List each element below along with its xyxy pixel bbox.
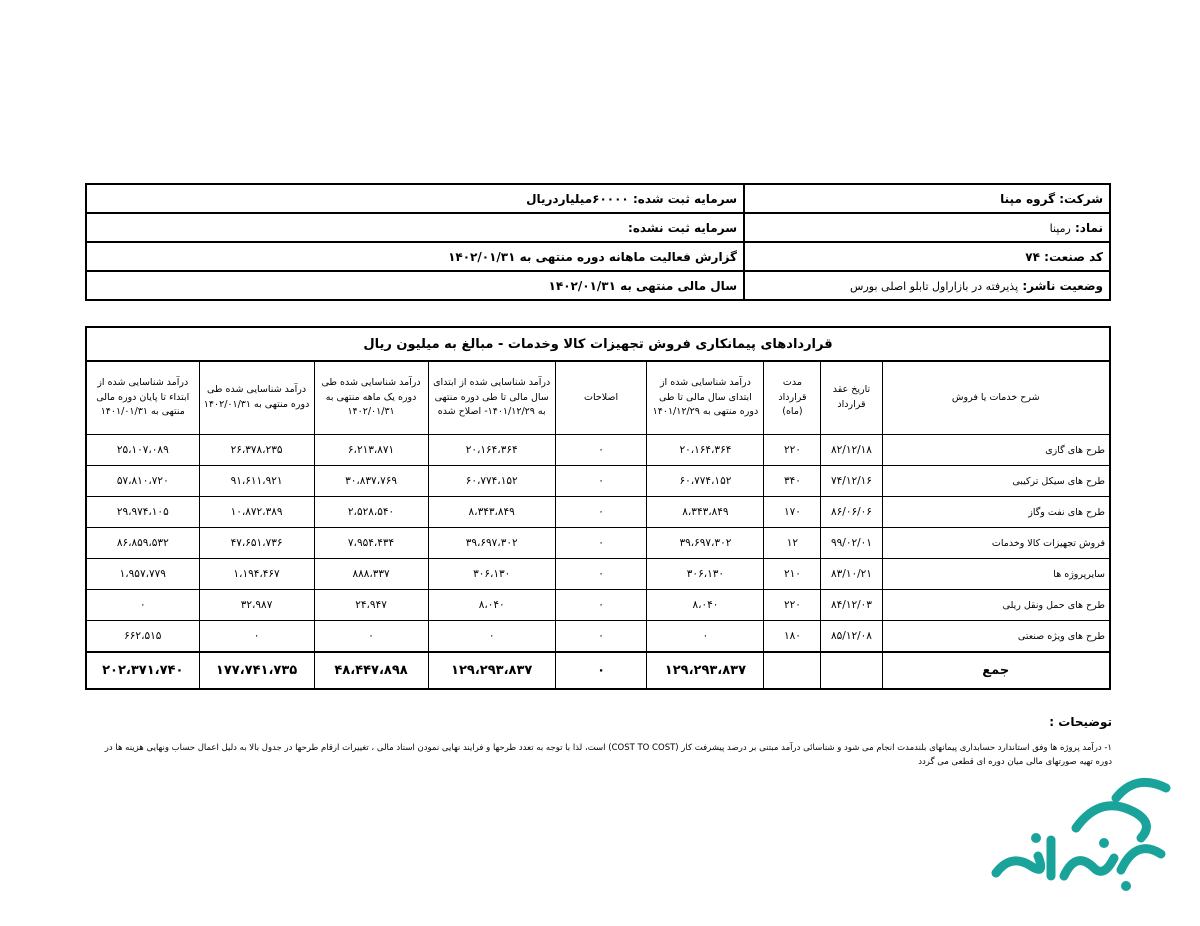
table-cell: ۲۵،۱۰۷،۰۸۹: [86, 435, 199, 466]
table-cell: ۸،۳۴۳،۸۴۹: [647, 497, 764, 528]
table-cell: ۲۲۰: [764, 590, 821, 621]
notes-title: توضیحات :: [1049, 715, 1112, 729]
industry-code-value: ۷۴: [1025, 249, 1040, 264]
table-cell: ۸۶/۰۶/۰۶: [821, 497, 882, 528]
table-cell: ۱۲: [764, 528, 821, 559]
table-cell: ۶۰،۷۷۴،۱۵۲: [428, 466, 555, 497]
notes-text: ۱- درآمد پروژه ها وفق استاندارد حسابداری پیمانهای بلندمدت انجام می شود و شناسائی درآمد مبتنی بر درصد پیشرفت کار (COST TO COST) است، لذا با توجه به تعدد طرحها و فرایند نهایی نمودن اسناد مالی ، تغییرات ارقام طرحها در جدول بالا به دلیل اعمال حساب ونهایی هزینه ها در دوره تهیه صورتهای مالی میان دوره ای قطعی می گردد: [104, 743, 1112, 767]
table-cell: ۰: [199, 621, 314, 653]
table-cell: ۲۰،۱۶۴،۳۶۴: [647, 435, 764, 466]
table-cell: ۲۰،۱۶۴،۳۶۴: [428, 435, 555, 466]
issuer-status-cell: [744, 271, 1110, 300]
table-cell: طرح های نفت وگاز: [882, 497, 1110, 528]
column-header: مدت قرارداد (ماه): [764, 361, 821, 435]
total-cell: ۱۲۹،۲۹۳،۸۳۷: [647, 652, 764, 689]
total-cell: ۴۸،۴۴۷،۸۹۸: [314, 652, 428, 689]
table-cell: ۹۹/۰۲/۰۱: [821, 528, 882, 559]
table-cell: ۵۷،۸۱۰،۷۲۰: [86, 466, 199, 497]
table-cell: ۱۸۰: [764, 621, 821, 653]
table-cell: ۰: [647, 621, 764, 653]
table-cell: ۲۶،۳۷۸،۲۳۵: [199, 435, 314, 466]
symbol-cell: [744, 213, 1110, 242]
table-cell: ۸،۳۴۳،۸۴۹: [428, 497, 555, 528]
table-cell: ۳۴۰: [764, 466, 821, 497]
company-info-table: [85, 183, 1111, 301]
table-cell: ۸۳/۱۰/۲۱: [821, 559, 882, 590]
table-cell: ۰: [555, 559, 647, 590]
table-cell: ۸۴/۱۲/۰۳: [821, 590, 882, 621]
symbol-value: رمپنا: [1049, 221, 1071, 235]
column-header: اصلاحات: [555, 361, 647, 435]
table-cell: ۰: [555, 590, 647, 621]
table-caption: قراردادهای پیمانکاری فروش تجهیزات کالا وخدمات - مبالغ به میلیون ریال: [86, 327, 1110, 361]
table-cell: ۰: [555, 435, 647, 466]
table-cell: ۱،۱۹۴،۴۶۷: [199, 559, 314, 590]
table-cell: ۰: [555, 497, 647, 528]
total-cell: ۲۰۲،۳۷۱،۷۴۰: [86, 652, 199, 689]
total-cell: ۱۲۹،۲۹۳،۸۳۷: [428, 652, 555, 689]
table-cell: ۸۲/۱۲/۱۸: [821, 435, 882, 466]
column-header: درآمد شناسایی شده طی دوره منتهی به ۱۴۰۲/۰۱/۳۱: [199, 361, 314, 435]
table-cell: ۷۴/۱۲/۱۶: [821, 466, 882, 497]
table-row: [86, 466, 1110, 497]
table-cell: ۰: [428, 621, 555, 653]
company-label: شرکت:: [1059, 191, 1103, 206]
column-header: شرح خدمات یا فروش: [882, 361, 1110, 435]
table-cell: ۲۱۰: [764, 559, 821, 590]
contracts-table: [85, 326, 1111, 690]
table-cell: ۳۰،۸۳۷،۷۶۹: [314, 466, 428, 497]
table-cell: ۲،۵۲۸،۵۴۰: [314, 497, 428, 528]
table-row: [86, 435, 1110, 466]
table-cell: ۱۷۰: [764, 497, 821, 528]
table-cell: ۴۷،۶۵۱،۷۳۶: [199, 528, 314, 559]
total-empty-cell: [764, 652, 821, 689]
table-cell: ۲۲۰: [764, 435, 821, 466]
table-row: [86, 528, 1110, 559]
table-cell: ۸۵/۱۲/۰۸: [821, 621, 882, 653]
table-cell: ۳۹،۶۹۷،۳۰۲: [428, 528, 555, 559]
table-cell: ۶۶۲،۵۱۵: [86, 621, 199, 653]
total-label: جمع: [882, 652, 1110, 689]
table-cell: ۲۹،۹۷۴،۱۰۵: [86, 497, 199, 528]
industry-code-cell: [744, 242, 1110, 271]
registered-capital-label: سرمایه ثبت شده:: [632, 191, 737, 206]
table-cell: ۰: [555, 466, 647, 497]
table-cell: ۹۱،۶۱۱،۹۲۱: [199, 466, 314, 497]
table-cell: ۸،۰۴۰: [428, 590, 555, 621]
registered-capital-value: ۶۰۰۰۰میلیاردریال: [526, 191, 629, 206]
unregistered-capital-cell: [86, 213, 744, 242]
table-cell: طرح های سیکل ترکیبی: [882, 466, 1110, 497]
total-empty-cell: [821, 652, 882, 689]
report-period-cell: [86, 242, 744, 271]
table-cell: ۳۰۶،۱۳۰: [647, 559, 764, 590]
table-cell: ۸۸۸،۳۳۷: [314, 559, 428, 590]
table-cell: ۲۴،۹۴۷: [314, 590, 428, 621]
table-cell: ۰: [86, 590, 199, 621]
industry-code-label: کد صنعت:: [1044, 249, 1103, 264]
eghtesad-logo-watermark: [976, 758, 1186, 898]
fiscal-year-cell: [86, 271, 744, 300]
fiscal-year-label: سال مالی منتهی به ۱۴۰۲/۰۱/۳۱: [548, 278, 737, 293]
table-row: [86, 621, 1110, 653]
total-cell: ۰: [555, 652, 647, 689]
table-cell: ۶،۲۱۳،۸۷۱: [314, 435, 428, 466]
issuer-status-label: وضعیت ناشر:: [1022, 278, 1103, 293]
table-cell: ۷،۹۵۴،۴۳۴: [314, 528, 428, 559]
issuer-status-value: پذیرفته در بازاراول تابلو اصلی بورس: [850, 279, 1019, 293]
total-row: [86, 652, 1110, 689]
table-cell: ۳۹،۶۹۷،۳۰۲: [647, 528, 764, 559]
table-cell: ۸،۰۴۰: [647, 590, 764, 621]
column-header: درآمد شناسایی شده از ابتدای سال مالی تا طی دوره منتهی به ۱۴۰۱/۱۲/۲۹- اصلاح شده: [428, 361, 555, 435]
table-cell: ۳۲،۹۸۷: [199, 590, 314, 621]
table-cell: ۳۰۶،۱۳۰: [428, 559, 555, 590]
unregistered-capital-label: سرمایه ثبت نشده:: [628, 220, 737, 235]
total-cell: ۱۷۷،۷۴۱،۷۳۵: [199, 652, 314, 689]
table-cell: ۱،۹۵۷،۷۷۹: [86, 559, 199, 590]
company-value: گروه مپنا: [1000, 191, 1056, 206]
table-cell: ۰: [314, 621, 428, 653]
table-cell: سایرپروژه ها: [882, 559, 1110, 590]
column-header: درآمد شناسایی شده از ابتدای سال مالی تا طی دوره منتهی به ۱۴۰۱/۱۲/۲۹: [647, 361, 764, 435]
table-row: [86, 559, 1110, 590]
table-cell: طرح های گازی: [882, 435, 1110, 466]
column-header: درآمد شناسایی شده طی دوره یک ماهه منتهی به ۱۴۰۲/۰۱/۳۱: [314, 361, 428, 435]
symbol-label: نماد:: [1074, 220, 1103, 235]
company-cell: [744, 184, 1110, 213]
table-cell: ۰: [555, 528, 647, 559]
table-cell: طرح های ویژه صنعتی: [882, 621, 1110, 653]
table-cell: ۸۶،۸۵۹،۵۳۲: [86, 528, 199, 559]
table-row: [86, 497, 1110, 528]
report-period-label: گزارش فعالیت ماهانه دوره منتهی به ۱۴۰۲/۰۱/۳۱: [448, 249, 737, 264]
table-cell: ۱۰،۸۷۲،۳۸۹: [199, 497, 314, 528]
registered-capital-cell: [86, 184, 744, 213]
column-header: درآمد شناسایی شده از ابتداء تا پایان دوره مالی منتهی به ۱۴۰۱/۰۱/۳۱: [86, 361, 199, 435]
table-cell: ۰: [555, 621, 647, 653]
table-cell: ۶۰،۷۷۴،۱۵۲: [647, 466, 764, 497]
column-header: تاریخ عقد قرارداد: [821, 361, 882, 435]
table-cell: طرح های حمل ونقل ریلی: [882, 590, 1110, 621]
table-cell: فروش تجهیزات کالا وخدمات: [882, 528, 1110, 559]
table-row: [86, 590, 1110, 621]
